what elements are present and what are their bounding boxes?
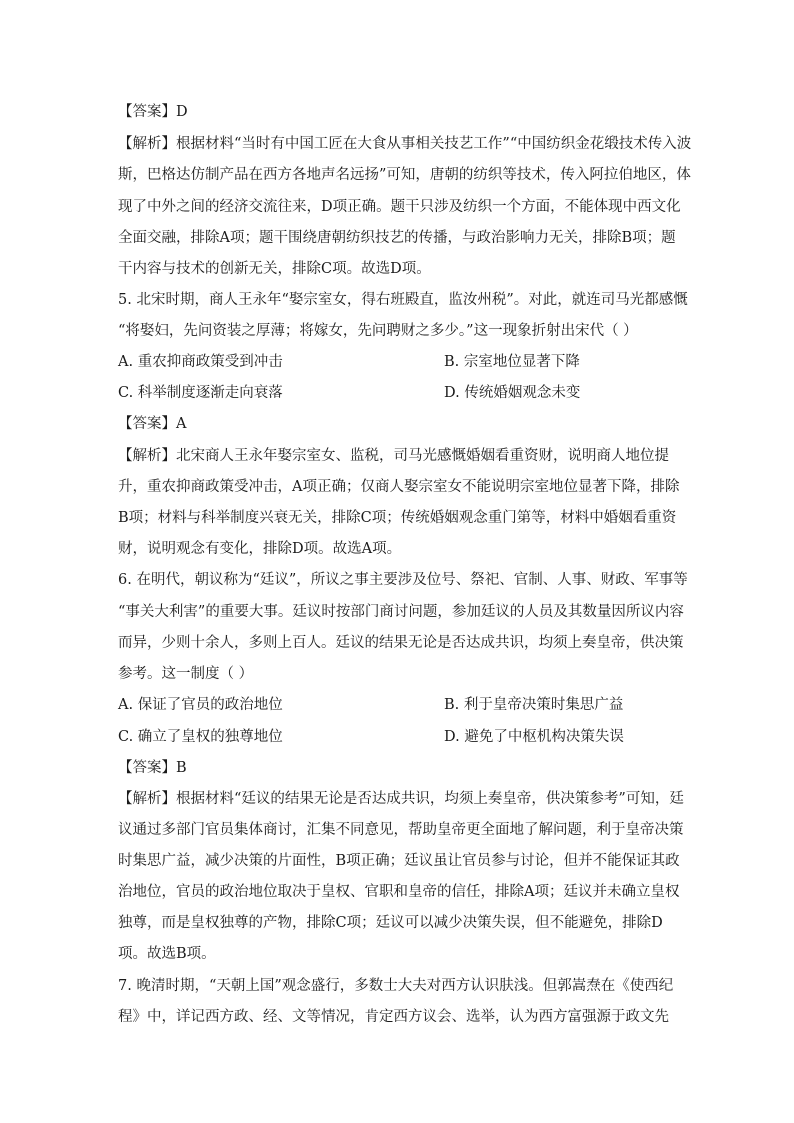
q4-analysis-line: 现了中外之间的经济交流往来，D项正确。题干只涉及纺织一个方面，不能体现中西文化 bbox=[118, 199, 681, 215]
q5-option-b: B. 宗室地位显著下降 bbox=[444, 354, 580, 370]
q4-analysis-line: 斯，巴格达仿制产品在西方各地声名远扬”可知，唐朝的纺织等技术，传入阿拉伯地区，体 bbox=[118, 167, 691, 183]
q4-answer: 【答案】D bbox=[118, 104, 188, 120]
q6-question-line: 参考。这一制度（ ） bbox=[118, 666, 254, 682]
q4-analysis-line: 全面交融，排除A项；题干围绕唐朝纺织技艺的传播，与政治影响力无关，排除B项；题 bbox=[118, 230, 676, 246]
q6-analysis-line: 时集思广益，减少决策的片面性，B项正确；廷议虽让官员参与讨论，但并不能保证其政 bbox=[118, 853, 680, 869]
q5-analysis-line: 升，重农抑商政策受冲击，A项正确；仅商人娶宗室女不能说明宗室地位显著下降，排除 bbox=[118, 479, 680, 495]
q5-option-a: A. 重农抑商政策受到冲击 bbox=[118, 354, 283, 370]
q6-question-line: 而异，少则十余人，多则上百人。廷议的结果无论是否达成共识，均须上奏皇帝，供决策 bbox=[118, 635, 684, 651]
q4-analysis-line: 【解析】根据材料“当时有中国工匠在大食从事相关技艺工作”“中国纺织金花缎技术传入波 bbox=[118, 136, 692, 152]
q4-analysis-line: 干内容与技术的创新无关，排除C项。故选D项。 bbox=[118, 261, 431, 277]
q5-question-line: 5. 北宋时期，商人王永年“娶宗室女，得右班殿直，监汝州税”。对此，就连司马光都感慨 bbox=[118, 292, 688, 308]
q5-option-d: D. 传统婚姻观念未变 bbox=[444, 385, 581, 401]
q6-analysis-line: 议通过多部门官员集体商讨，汇集不同意见，帮助皇帝更全面地了解问题，利于皇帝决策 bbox=[118, 822, 684, 838]
q6-option-b: B. 利于皇帝决策时集思广益 bbox=[444, 697, 624, 713]
q6-option-a: A. 保证了官员的政治地位 bbox=[118, 697, 283, 713]
q6-analysis-line: 独尊，而是皇权独尊的产物，排除C项；廷议可以减少决策失误，但不能避免，排除D bbox=[118, 915, 663, 931]
q5-analysis-line: 【解析】北宋商人王永年娶宗室女、监税，司马光感慨婚姻看重资财，说明商人地位提 bbox=[118, 448, 669, 464]
q6-question-line: 6. 在明代，朝议称为“廷议”，所议之事主要涉及位号、祭祀、官制、人事、财政、军事等 bbox=[118, 572, 688, 588]
q7-question-line: 程》中，详记西方政、经、文等情况，肯定西方议会、选举，认为西方富强源于政文先 bbox=[118, 1009, 669, 1025]
q6-analysis-line: 治地位，官员的政治地位取决于皇权、官职和皇帝的信任，排除A项；廷议并未确立皇权 bbox=[118, 884, 680, 900]
q6-answer: 【答案】B bbox=[118, 760, 187, 776]
q6-analysis-line: 项。故选B项。 bbox=[118, 946, 216, 962]
q5-analysis-line: B项；材料与科举制度兴衰无关，排除C项；传统婚姻观念重门第等，材料中婚姻看重资 bbox=[118, 510, 677, 526]
q6-option-c: C. 确立了皇权的独尊地位 bbox=[118, 729, 283, 745]
q6-question-line: “事关大利害”的重要大事。廷议时按部门商讨问题，参加廷议的人员及其数量因所议内容 bbox=[118, 604, 684, 620]
q5-question-line: “将娶妇，先问资装之厚薄；将嫁女，先问聘财之多少。”这一现象折射出宋代（ ） bbox=[118, 323, 638, 339]
q5-option-c: C. 科举制度逐渐走向衰落 bbox=[118, 385, 283, 401]
q5-answer: 【答案】A bbox=[118, 416, 187, 432]
q6-analysis-line: 【解析】根据材料“廷议的结果无论是否达成共识，均须上奏皇帝，供决策参考”可知，廷 bbox=[118, 791, 684, 807]
q5-analysis-line: 财，说明观念有变化，排除D项。故选A项。 bbox=[118, 541, 402, 557]
q6-option-d: D. 避免了中枢机构决策失误 bbox=[444, 729, 624, 745]
q7-question-line: 7. 晚清时期，“天朝上国”观念盛行，多数士大夫对西方认识肤浅。但郭嵩焘在《使西纪 bbox=[118, 978, 674, 994]
